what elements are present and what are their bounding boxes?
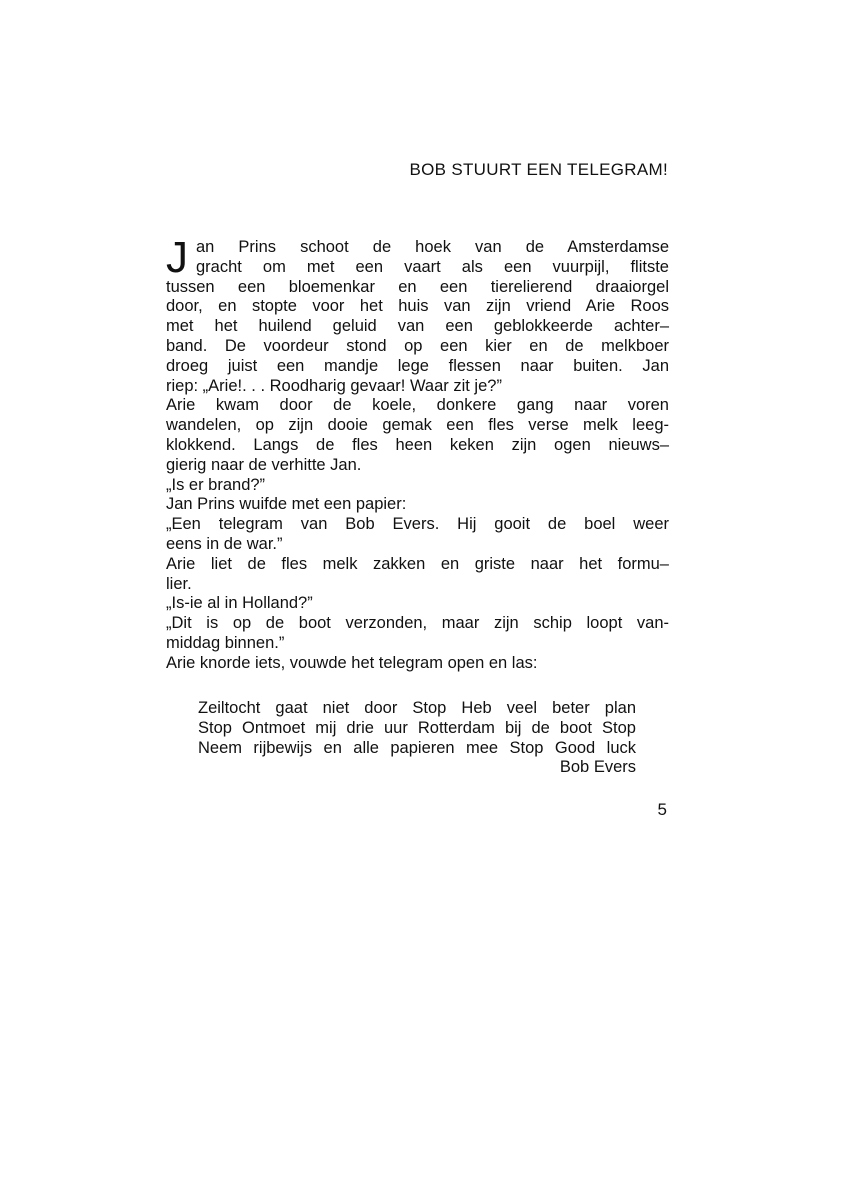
story-line: droeg juist een mandje lege flessen naar buiten. Jan [166, 356, 669, 375]
story-text [166, 233, 669, 674]
story-line: Arie knorde iets, vouwde het telegram open en las: [166, 653, 538, 672]
story-line: door, en stopte voor het huis van zijn vriend Arie Roos [166, 297, 669, 316]
story-line: middag binnen.” [166, 633, 285, 652]
telegram-signature: Bob Evers [559, 758, 636, 777]
telegram-line: Zeiltocht gaat niet door Stop Heb veel beter plan [198, 699, 636, 717]
story-line: Arie liet de fles melk zakken en griste naar het formu– [166, 554, 669, 573]
story-line: gracht om met een vaart als een vuurpijl, flitste [196, 257, 669, 276]
story-line: Arie kwam door de koele, donkere gang naar voren [166, 396, 669, 415]
story-line: gierig naar de verhitte Jan. [166, 455, 362, 474]
story-line: „Is er brand?” [166, 475, 266, 494]
story-line: eens in de war.” [166, 534, 283, 553]
story-line: „Dit is op de boot verzonden, maar zijn schip loopt van- [166, 614, 669, 633]
story-line: met het huilend geluid van een geblokkeerde achter– [166, 317, 669, 336]
telegram-line: Neem rijbewijs en alle papieren mee Stop Good luck [198, 738, 636, 757]
story-line: riep: „Arie!. . . Roodharig gevaar! Waar zit je?” [166, 376, 502, 395]
story-line: „Een telegram van Bob Evers. Hij gooit de boel weer [166, 515, 669, 534]
page-number: 5 [657, 800, 667, 819]
story-line: Jan Prins wuifde met een papier: [166, 495, 407, 514]
story-line: klokkend. Langs de fles heen keken zijn ogen nieuws– [166, 435, 669, 454]
telegram-line: Stop Ontmoet mij drie uur Rotterdam bij de boot Stop [198, 718, 636, 737]
drop-cap: J [166, 233, 188, 282]
story-line: lier. [166, 574, 192, 593]
telegram-text [198, 699, 636, 778]
story-line: an Prins schoot de hoek van de Amsterdamse [196, 238, 669, 256]
story-line: „Is-ie al in Holland?” [166, 594, 313, 613]
chapter-title: BOB STUURT EEN TELEGRAM! [409, 160, 668, 179]
story-line: wandelen, op zijn dooie gemak een fles verse melk leeg- [166, 416, 669, 435]
story-line: tussen een bloemenkar en een tierelierend draaiorgel [166, 277, 669, 296]
story-line: band. De voordeur stond op een kier en de melkboer [166, 336, 669, 355]
